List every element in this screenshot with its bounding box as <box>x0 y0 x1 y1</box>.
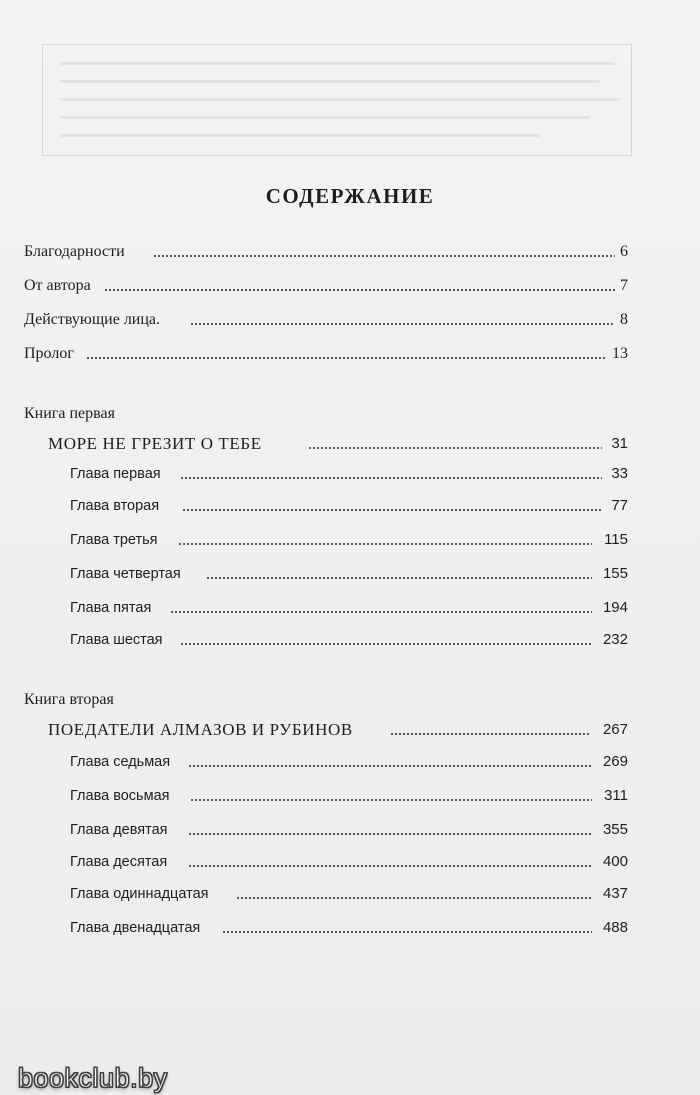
toc-entry-label: Действующие лица. <box>24 311 161 328</box>
toc-entry-page: 269 <box>602 753 628 770</box>
leader-dots <box>236 897 592 899</box>
toc-entry-prologue[interactable] <box>0 342 700 366</box>
toc-entry-page: 194 <box>602 599 628 616</box>
toc-entry-page: 8 <box>620 311 628 328</box>
leader-dots <box>222 931 592 933</box>
toc-entry-page: 267 <box>602 721 628 738</box>
toc-entry-chapter[interactable] <box>0 818 700 842</box>
leader-dots <box>170 611 592 613</box>
bleed-through-line <box>60 62 615 65</box>
leader-dots <box>308 447 602 449</box>
book-heading: Книга первая <box>24 405 115 422</box>
leader-dots <box>178 543 592 545</box>
toc-entry-label: МОРЕ НЕ ГРЕЗИТ О ТЕБЕ <box>48 434 262 453</box>
toc-entry-label: Глава шестая <box>70 632 163 648</box>
toc-entry-label: Глава пятая <box>70 600 152 616</box>
toc-entry-page: 355 <box>602 821 628 838</box>
toc-entry-label: Глава двенадцатая <box>70 920 201 936</box>
leader-dots <box>86 357 607 359</box>
leader-dots <box>390 733 590 735</box>
toc-entry-chapter[interactable] <box>0 882 700 906</box>
watermark-logo: bookclub.by <box>18 1063 168 1093</box>
toc-entry-page: 33 <box>611 465 628 482</box>
toc-entry-chapter[interactable] <box>0 596 700 620</box>
bleed-through-line <box>60 116 590 119</box>
leader-dots <box>180 477 602 479</box>
toc-entry-label: Глава третья <box>70 532 158 548</box>
toc-entry-page: 232 <box>602 631 628 648</box>
toc-entry-chapter[interactable] <box>0 750 700 774</box>
leader-dots <box>190 799 592 801</box>
toc-entry-page: 488 <box>602 919 628 936</box>
toc-entry-page: 31 <box>611 435 628 452</box>
toc-entry-label: Глава девятая <box>70 822 168 838</box>
toc-entry-label: Глава седьмая <box>70 754 171 770</box>
book-heading: Книга вторая <box>24 691 114 708</box>
toc-entry-label: Глава восьмая <box>70 788 170 804</box>
toc-entry-label: Пролог <box>24 345 74 362</box>
toc-entry-acknowledgements[interactable] <box>0 240 700 264</box>
toc-entry-page: 7 <box>620 277 628 294</box>
leader-dots <box>153 255 615 257</box>
toc-entry-page: 155 <box>602 565 628 582</box>
toc-entry-page: 13 <box>612 345 628 362</box>
leader-dots <box>188 833 592 835</box>
leader-dots <box>206 577 592 579</box>
toc-entry-chapter[interactable] <box>0 784 700 808</box>
toc-entry-chapter[interactable] <box>0 850 700 874</box>
bleed-through-line <box>60 134 540 137</box>
toc-entry-page: 311 <box>604 787 628 804</box>
toc-entry-chapter[interactable] <box>0 462 700 486</box>
toc-entry-page: 400 <box>602 853 628 870</box>
toc-entry-chapter[interactable] <box>0 916 700 940</box>
toc-entry-characters[interactable] <box>0 308 700 332</box>
toc-entry-label: Глава вторая <box>70 498 160 514</box>
leader-dots <box>104 289 615 291</box>
bleed-through-line <box>60 80 600 83</box>
toc-entry-label: Глава первая <box>70 466 161 482</box>
toc-entry-chapter[interactable] <box>0 628 700 652</box>
toc-entry-part[interactable] <box>0 432 700 456</box>
toc-entry-part[interactable] <box>0 718 700 742</box>
toc-entry-chapter[interactable] <box>0 528 700 552</box>
leader-dots <box>182 509 602 511</box>
toc-entry-label: Глава десятая <box>70 854 168 870</box>
toc-entry-page: 6 <box>620 243 628 260</box>
toc-entry-label: ПОЕДАТЕЛИ АЛМАЗОВ И РУБИНОВ <box>48 720 353 739</box>
toc-entry-page: 115 <box>604 531 628 548</box>
leader-dots <box>180 643 592 645</box>
toc-entry-chapter[interactable] <box>0 562 700 586</box>
toc-entry-chapter[interactable] <box>0 494 700 518</box>
page-title: СОДЕРЖАНИЕ <box>265 184 435 208</box>
toc-entry-label: От автора <box>24 277 91 294</box>
leader-dots <box>190 323 615 325</box>
toc-entry-from-author[interactable] <box>0 274 700 298</box>
toc-entry-page: 437 <box>602 885 628 902</box>
bleed-through-line <box>60 98 620 101</box>
toc-entry-page: 77 <box>611 497 628 514</box>
leader-dots <box>188 765 592 767</box>
toc-entry-label: Благодарности <box>24 243 125 260</box>
toc-entry-label: Глава одиннадцатая <box>70 886 209 902</box>
toc-entry-label: Глава четвертая <box>70 566 181 582</box>
leader-dots <box>188 865 592 867</box>
